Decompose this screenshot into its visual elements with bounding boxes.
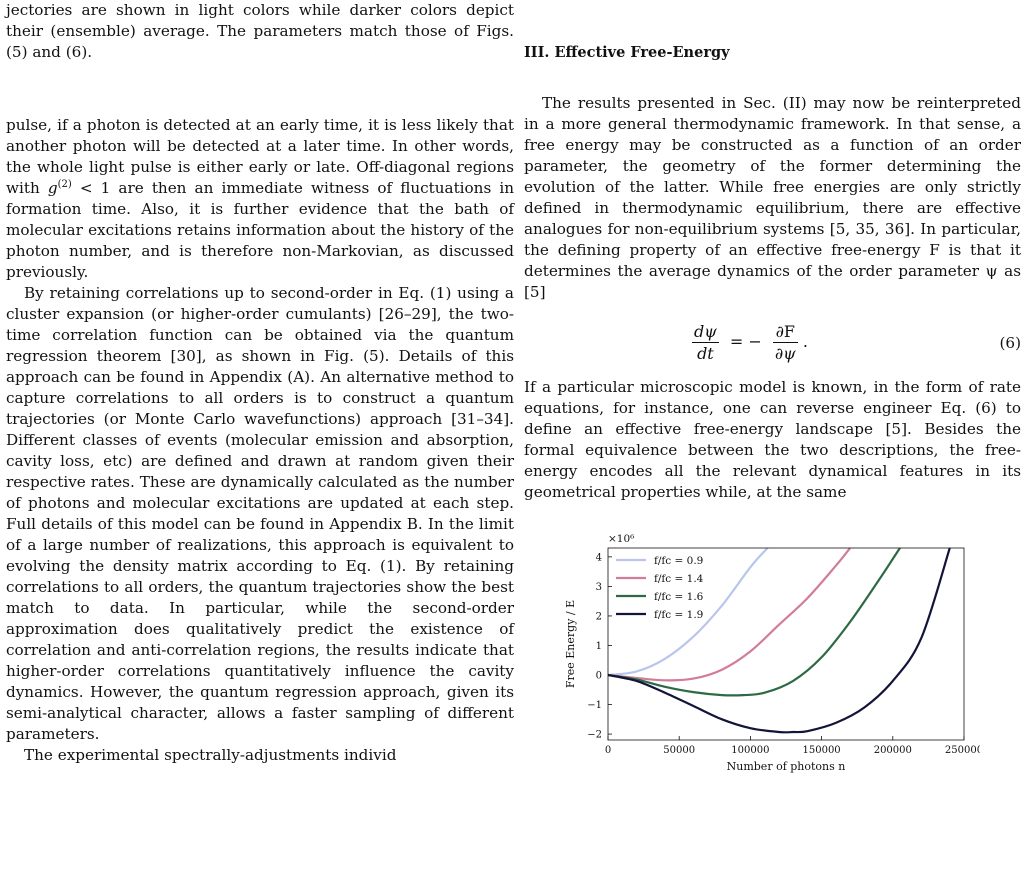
- left-column: [6, 0, 514, 766]
- x-tick-label: 200000: [873, 745, 912, 756]
- equation-number: (6): [999, 334, 1021, 352]
- series-line-3: [608, 548, 900, 695]
- equation-equals: = −: [729, 332, 762, 351]
- right-column: [524, 0, 1021, 503]
- y-tick-label: 0: [595, 670, 602, 682]
- legend: [616, 555, 704, 621]
- x-tick-label: 250000: [944, 745, 980, 756]
- paragraph: If a particular microscopic model is known, in the form of rate equations, for instance, one can reverse engineer Eq. (6) to define an effective free-energy landscape [5]. Besides the formal equivalence between the two descriptions, the free-energy encodes all the relevant dynamical features in its geometrical properties while, at the same: [524, 378, 1021, 501]
- paragraph: By retaining correlations up to second-order in Eq. (1) using a cluster expansion (or higher-order cumulants) [26–29], the two-time correlation function can be obtained via the quantum regression theorem [30], as shown in Fig. (5). Details of this approach can be found in Appendix (A). An alternative method to capture correlations to all orders is to construct a quantum trajectories (or Monte Carlo wavefunctions) approach [31–34]. Different classes of events (molecular emission and absorption, cavity loss, etc) are defined and drawn at random given their respective rates. These are dynamically calculated as the number of photons and molecular excitations are updated at each step. Full details of this model can be found in Appendix B. In the limit of a large number of realizations, this approach is equivalent to evolving the density matrix according to Eq. (1). By retaining correlations to all orders, the quantum trajectories show the best match to data. In particular, while the second-order approximation does qualitatively predict the existence of correlation and anti-correlation regions, the results indicate that higher-order correlations quantitatively influence the cavity dynamics. However, the quantum regression approach, given its semi-analytical character, allows a faster sampling of different parameters.: [6, 284, 514, 743]
- legend-label: f/fc = 1.6: [654, 591, 704, 603]
- equation-rhs: $\frac{\partial F}{\partial\psi}$: [774, 322, 796, 363]
- y-tick-label: 3: [595, 581, 602, 593]
- free-energy-chart: [560, 528, 980, 776]
- paragraph: The results presented in Sec. (II) may now be reinterpreted in a more general thermodynamic framework. In that sense, a free energy may be constructed as a function of an order parameter, the geometry of the former determining the evolution of the latter. While free energies are only strictly defined in thermodynamic equilibrium, there are effective analogues for non-equilibrium systems [5, 35, 36]. In particular, the defining property of an effective free-energy F is that it determines the average dynamics of the order parameter ψ as [5]: [524, 94, 1021, 301]
- y-tick-label: 2: [595, 611, 602, 623]
- y-axis-label: Free Energy / E: [564, 599, 577, 689]
- x-tick-label: 50000: [663, 745, 696, 756]
- x-axis-label: Number of photons n: [726, 760, 846, 773]
- legend-label: f/fc = 1.9: [654, 609, 704, 621]
- y-tick-label: −2: [587, 729, 602, 741]
- legend-label: f/fc = 0.9: [654, 555, 704, 567]
- paragraph: The experimental spectrally-adjustments individ: [24, 746, 397, 764]
- figure-caption-tail: jectories are shown in light colors while darker colors depict their (ensemble) average. The parameters match those of Figs. (5) and (6).: [6, 1, 514, 61]
- x-tick-label: 150000: [802, 745, 841, 756]
- section-title: III. Effective Free-Energy: [524, 44, 730, 61]
- y-tick-label: 1: [595, 640, 602, 652]
- y-tick-label: −1: [587, 700, 602, 712]
- scale-factor-label: ×10⁶: [608, 533, 635, 545]
- free-energy-figure: [560, 528, 980, 780]
- x-tick-label: 0: [604, 745, 612, 756]
- x-tick-label: 100000: [731, 745, 770, 756]
- equation: $\frac{d\psi}{dt}$ = − $\frac{\partial F}{\partial\psi}$ . (6): [694, 322, 1021, 363]
- legend-label: f/fc = 1.4: [654, 573, 704, 585]
- paragraph: pulse, if a photon is detected at an early time, it is less likely that another photon will be detected at a later time. In other words, the whole light pulse is either early or late. Off-diagonal regions with $g^{(2)} < 1$ are then an immediate witness of fluctuations in formation time. Also, it is further evidence that the bath of molecular excitations retains information about the history of the photon number, and is therefore non-Markovian, as discussed previously.: [6, 116, 514, 281]
- equation-lhs: $\frac{d\psi}{dt}$: [694, 322, 717, 363]
- y-tick-label: 4: [595, 552, 602, 564]
- plot-area: [587, 548, 980, 756]
